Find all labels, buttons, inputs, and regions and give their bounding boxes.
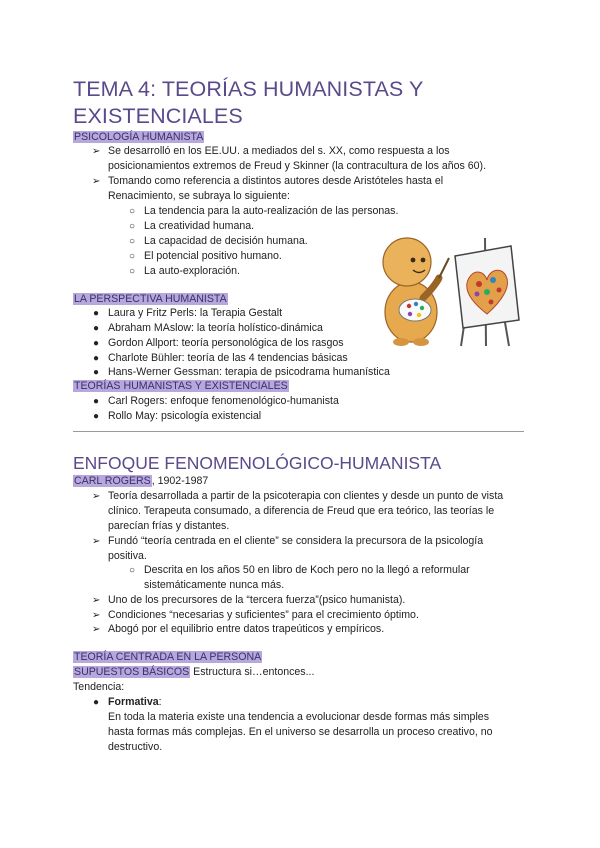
dot-bullet-icon: ● (93, 697, 100, 708)
section-label-teoria-centrada: TEORÍA CENTRADA EN LA PERSONA (74, 651, 262, 663)
dot-bullet-icon: ● (93, 338, 100, 349)
list-item: Abraham MAslow: la teoría holístico-dinámica (108, 322, 323, 334)
section-heading-enfoque: ENFOQUE FENOMENOLÓGICO-HUMANISTA (73, 453, 442, 473)
list-item-line: posicionamientos extremos de Freud y Skinner (la contracultura de los años 60). (108, 160, 487, 172)
arrow-bullet-icon: ➢ (92, 624, 101, 635)
list-item: Gordon Allport: teoría personológica de los rasgos (108, 337, 344, 349)
list-item: Abogó por el equilibrio entre datos trapeúticos y empíricos. (108, 623, 385, 635)
list-item-line: Renacimiento, se subraya lo siguiente: (108, 190, 290, 202)
horizontal-divider (73, 431, 524, 432)
document-title-line-1: TEMA 4: TEORÍAS HUMANISTAS Y (73, 77, 424, 101)
list-item-line: clínico. Terapeuta consumado, a diferencia de Freud que era teórico, las teorías le (108, 505, 495, 517)
list-item: Hans-Werner Gessman: terapia de psicodrama humanística (108, 366, 390, 378)
dot-bullet-icon: ● (93, 396, 100, 407)
document-title-line-2: EXISTENCIALES (73, 104, 243, 128)
list-item: Rollo May: psicología existencial (108, 410, 262, 422)
list-item: Condiciones “necesarias y suficientes” para el crecimiento óptimo. (108, 609, 419, 621)
list-item: Laura y Fritz Perls: la Terapia Gestalt (108, 307, 283, 319)
dot-bullet-icon: ● (93, 323, 100, 334)
section-label-perspectiva-humanista: LA PERSPECTIVA HUMANISTA (74, 293, 227, 305)
list-item-line: Se desarrolló en los EE.UU. a mediados del s. XX, como respuesta a los (108, 145, 450, 157)
arrow-bullet-icon: ➢ (92, 146, 101, 157)
painter-figure-icon (369, 228, 529, 348)
sub-list-item: La capacidad de decisión humana. (144, 235, 308, 247)
sub-list-item: La tendencia para la auto-realización de las personas. (144, 205, 399, 217)
section-label-psicologia-humanista: PSICOLOGÍA HUMANISTA (74, 131, 204, 143)
section-label-teorias-humanistas: TEORÍAS HUMANISTAS Y EXISTENCIALES (74, 380, 288, 392)
dot-bullet-icon: ● (93, 308, 100, 319)
sub-list-item: El potencial positivo humano. (144, 250, 282, 262)
author-line-carl-rogers: CARL ROGERS, 1902-1987 (74, 475, 209, 487)
arrow-bullet-icon: ➢ (92, 595, 101, 606)
circle-bullet-icon: ○ (129, 236, 136, 247)
circle-bullet-icon: ○ (129, 565, 136, 576)
paint-brush (439, 258, 449, 278)
formativa-heading: Formativa: (108, 696, 162, 708)
list-item: Uno de los precursores de la “tercera fuerza”(psico humanista). (108, 594, 406, 606)
list-item-line: positiva. (108, 550, 147, 562)
list-item-line: Teoría desarrollada a partir de la psicoterapia con clientes y desde un punto de vista (108, 490, 504, 502)
arrow-bullet-icon: ➢ (92, 491, 101, 502)
circle-bullet-icon: ○ (129, 251, 136, 262)
paragraph-line: En toda la materia existe una tendencia a evolucionar desde formas más simples (108, 711, 489, 723)
list-item-line: parecían frías y distantes. (108, 520, 230, 532)
dot-bullet-icon: ● (93, 353, 100, 364)
arrow-bullet-icon: ➢ (92, 536, 101, 547)
circle-bullet-icon: ○ (129, 221, 136, 232)
sub-list-item-line: Descrita en los años 50 en libro de Koch pero no la llegó a reformular (144, 564, 470, 576)
sub-list-item-line: sistemáticamente nunca más. (144, 579, 285, 591)
circle-bullet-icon: ○ (129, 266, 136, 277)
supuestos-basicos-line: SUPUESTOS BÁSICOS Estructura si…entonces... (74, 666, 315, 678)
list-item: Charlote Bühler: teoría de las 4 tendencias básicas (108, 352, 348, 364)
dot-bullet-icon: ● (93, 367, 100, 378)
paragraph-line: hasta formas más complejas. En el universo se desarrolla un proceso creativo, no (108, 726, 493, 738)
paragraph-line: destructivo. (108, 741, 163, 753)
list-item-line: Fundó “teoría centrada en el cliente” se considera la precursora de la psicología (108, 535, 484, 547)
circle-bullet-icon: ○ (129, 206, 136, 217)
tendencia-label: Tendencia: (73, 681, 125, 693)
sub-list-item: La creatividad humana. (144, 220, 255, 232)
list-item: Carl Rogers: enfoque fenomenológico-humanista (108, 395, 339, 407)
arrow-bullet-icon: ➢ (92, 610, 101, 621)
list-item-line: Tomando como referencia a distintos autores desde Aristóteles hasta el (108, 175, 444, 187)
sub-list-item: La auto-exploración. (144, 265, 240, 277)
dot-bullet-icon: ● (93, 411, 100, 422)
arrow-bullet-icon: ➢ (92, 176, 101, 187)
